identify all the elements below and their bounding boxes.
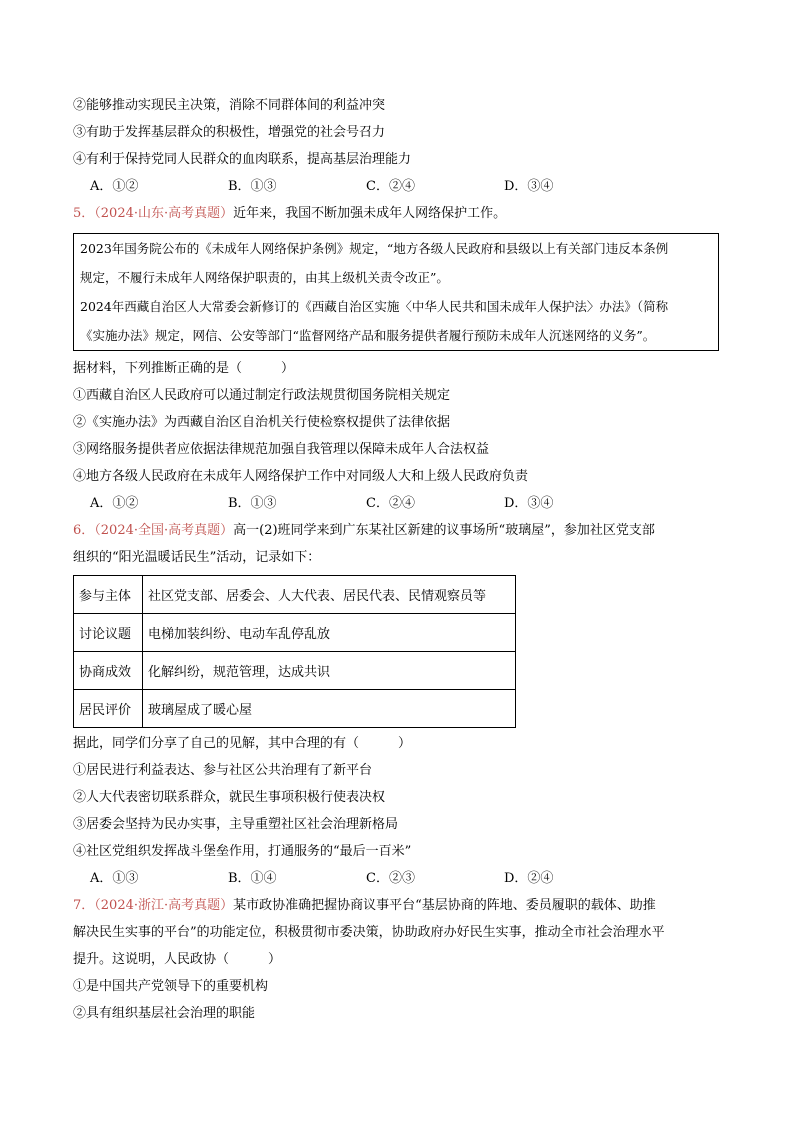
q6-record-table xyxy=(73,575,516,728)
q5-material-line: 规定，不履行未成年人网络保护职责的，由其上级机关责令改正”。 xyxy=(80,270,449,285)
table-row xyxy=(74,614,516,652)
table-row xyxy=(74,576,516,614)
table-label: 协商成效 xyxy=(74,652,143,690)
q4-option-a[interactable]: A．①② xyxy=(90,179,139,194)
q5-material-box xyxy=(73,233,719,351)
q4-option-d[interactable]: D．③④ xyxy=(504,179,554,194)
q5-number: 5． xyxy=(73,206,95,221)
q5-option-a[interactable]: A．①② xyxy=(90,496,139,511)
q5-material-line: 《实施办法》规定，网信、公安等部门“监督网络产品和服务提供者履行预防未成年人沉迷网络的义务”。 xyxy=(80,328,656,343)
question-4-items xyxy=(73,92,733,173)
table-row xyxy=(74,652,516,690)
q6-source: （2024·全国·高考真题） xyxy=(94,523,234,538)
table-label: 参与主体 xyxy=(74,576,143,614)
q5-item: ③网络服务提供者应依据法律规范加强自我管理以保障未成年人合法权益 xyxy=(73,442,490,457)
q7-stem-line2: 解决民生实事的平台”的功能定位，积极贯彻市委决策，协助政府办好民生实事，推动全市社会治理水平 xyxy=(73,925,665,940)
q5-option-d[interactable]: D．③④ xyxy=(504,496,554,511)
q4-options xyxy=(73,173,733,200)
table-label: 居民评价 xyxy=(74,690,143,728)
q4-option-b[interactable]: B．①③ xyxy=(228,179,277,194)
exam-page xyxy=(73,92,733,1027)
table-row xyxy=(74,690,516,728)
q7-item: ①是中国共产党领导下的重要机构 xyxy=(73,979,269,994)
q6-option-b[interactable]: B．①④ xyxy=(228,871,277,886)
q7-item: ②具有组织基层社会治理的职能 xyxy=(73,1006,256,1021)
q5-material-line: 2024年西藏自治区人大常委会新修订的《西藏自治区实施〈中华人民共和国未成年人保护法〉办法》（简称 xyxy=(80,299,669,314)
q5-item: ④地方各级人民政府在未成年人网络保护工作中对同级人大和上级人民政府负责 xyxy=(73,469,529,484)
question-5-stem xyxy=(73,200,733,227)
q5-item: ①西藏自治区人民政府可以通过制定行政法规贯彻国务院相关规定 xyxy=(73,388,451,403)
table-value: 电梯加装纠纷、电动车乱停乱放 xyxy=(143,614,516,652)
q5-item: ②《实施办法》为西藏自治区自治机关行使检察权提供了法律依据 xyxy=(73,415,451,430)
question-6-stem xyxy=(73,517,733,544)
q6-item: ③居委会坚持为民办实事，主导重塑社区社会治理新格局 xyxy=(73,817,399,832)
table-value: 化解纠纷，规范管理，达成共识 xyxy=(143,652,516,690)
q5-source: （2024·山东·高考真题） xyxy=(94,206,234,221)
table-value: 社区党支部、居委会、人大代表、居民代表、民情观察员等 xyxy=(143,576,516,614)
q5-question: 据材料，下列推断正确的是（ ） xyxy=(73,361,295,376)
q5-options xyxy=(73,490,733,517)
q7-source: （2024·浙江·高考真题） xyxy=(94,898,234,913)
table-label: 讨论议题 xyxy=(74,614,143,652)
q7-stem-line3: 提升。这说明，人民政协（ ） xyxy=(73,952,282,967)
q6-option-a[interactable]: A．①③ xyxy=(90,871,139,886)
q5-option-c[interactable]: C．②④ xyxy=(366,496,415,511)
q6-options xyxy=(73,865,733,892)
q5-stem-text: 近年来，我国不断加强未成年人网络保护工作。 xyxy=(233,206,507,221)
q6-item: ④社区党组织发挥战斗堡垒作用，打通服务的“最后一百米” xyxy=(73,844,412,859)
q5-option-b[interactable]: B．①③ xyxy=(228,496,277,511)
q6-question: 据此，同学们分享了自己的见解，其中合理的有（ ） xyxy=(73,736,412,751)
q7-stem-line1: 某市政协准确把握协商议事平台“基层协商的阵地、委员履职的载体、助推 xyxy=(233,898,656,913)
q4-item: ③有助于发挥基层群众的积极性，增强党的社会号召力 xyxy=(73,125,386,140)
q6-option-c[interactable]: C．②③ xyxy=(366,871,415,886)
q4-item: ②能够推动实现民主决策，消除不同群体间的利益冲突 xyxy=(73,98,386,113)
q6-stem-line1: 高一(2)班同学来到广东某社区新建的议事场所“玻璃屋”，参加社区党支部 xyxy=(233,523,655,538)
q6-stem-line2: 组织的“阳光温暖话民生”活动，记录如下： xyxy=(73,550,321,565)
q6-option-d[interactable]: D．②④ xyxy=(504,871,554,886)
q6-number: 6． xyxy=(73,523,95,538)
q6-item: ①居民进行利益表达、参与社区公共治理有了新平台 xyxy=(73,763,373,778)
q4-option-c[interactable]: C．②④ xyxy=(366,179,415,194)
question-7-stem xyxy=(73,892,733,919)
q4-item: ④有利于保持党同人民群众的血肉联系，提高基层治理能力 xyxy=(73,152,412,167)
q6-item: ②人大代表密切联系群众，就民生事项积极行使表决权 xyxy=(73,790,386,805)
table-value: 玻璃屋成了暖心屋 xyxy=(143,690,516,728)
q7-number: 7． xyxy=(73,898,95,913)
q5-material-line: 2023年国务院公布的《未成年人网络保护条例》规定，“地方各级人民政府和县级以上有关部门违反本条例 xyxy=(80,241,669,256)
